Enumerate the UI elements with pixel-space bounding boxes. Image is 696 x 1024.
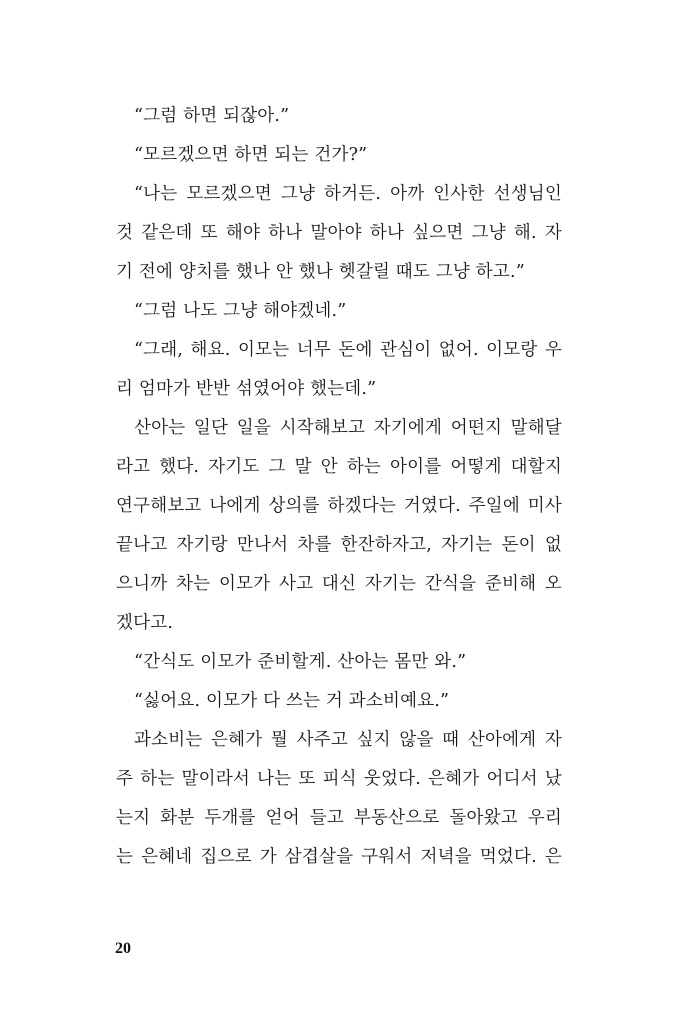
text-line: 산아는 일단 일을 시작해보고 자기에게 어떤지 말해달 [134,418,562,438]
body-text [116,97,562,877]
text-line: 는 은혜네 집으로 가 삼겹살을 구워서 저녁을 먹었다. 은 [116,847,562,867]
text-line: “나는 모르겠으면 그냥 하거든. 아까 인사한 선생님인 [134,184,562,204]
text-line: “싫어요. 이모가 다 쓰는 거 과소비예요.” [134,691,450,711]
text-line: “그럼 나도 그냥 해야겠네.” [134,301,347,321]
page-number: 20 [115,940,131,957]
text-line: 라고 했다. 자기도 그 말 안 하는 아이를 어떻게 대할지 [116,457,562,477]
text-line: 과소비는 은혜가 뭘 사주고 싶지 않을 때 산아에게 자 [134,730,562,750]
text-line: “그럼 하면 되잖아.” [134,106,290,126]
text-line: “모르겠으면 하면 되는 건가?” [134,145,368,165]
text-line: 리 엄마가 반반 섞였어야 했는데.” [116,379,377,399]
text-line: 기 전에 양치를 했나 안 했나 헷갈릴 때도 그냥 하고.” [116,262,525,282]
text-line: 끝나고 자기랑 만나서 차를 한잔하자고, 자기는 돈이 없 [116,535,562,555]
text-line: 는지 화분 두개를 얻어 들고 부동산으로 돌아왔고 우리 [116,808,562,828]
text-line: 주 하는 말이라서 나는 또 피식 웃었다. 은혜가 어디서 났 [116,769,562,789]
text-line: 연구해보고 나에게 상의를 하겠다는 거였다. 주일에 미사 [116,496,562,516]
text-line: 것 같은데 또 해야 하나 말아야 하나 싶으면 그냥 해. 자 [116,223,562,243]
text-line: “간식도 이모가 준비할게. 산아는 몸만 와.” [134,652,467,672]
text-line: 으니까 차는 이모가 사고 대신 자기는 간식을 준비해 오 [116,574,562,594]
text-line: “그래, 해요. 이모는 너무 돈에 관심이 없어. 이모랑 우 [134,340,562,360]
text-line: 겠다고. [116,613,174,633]
